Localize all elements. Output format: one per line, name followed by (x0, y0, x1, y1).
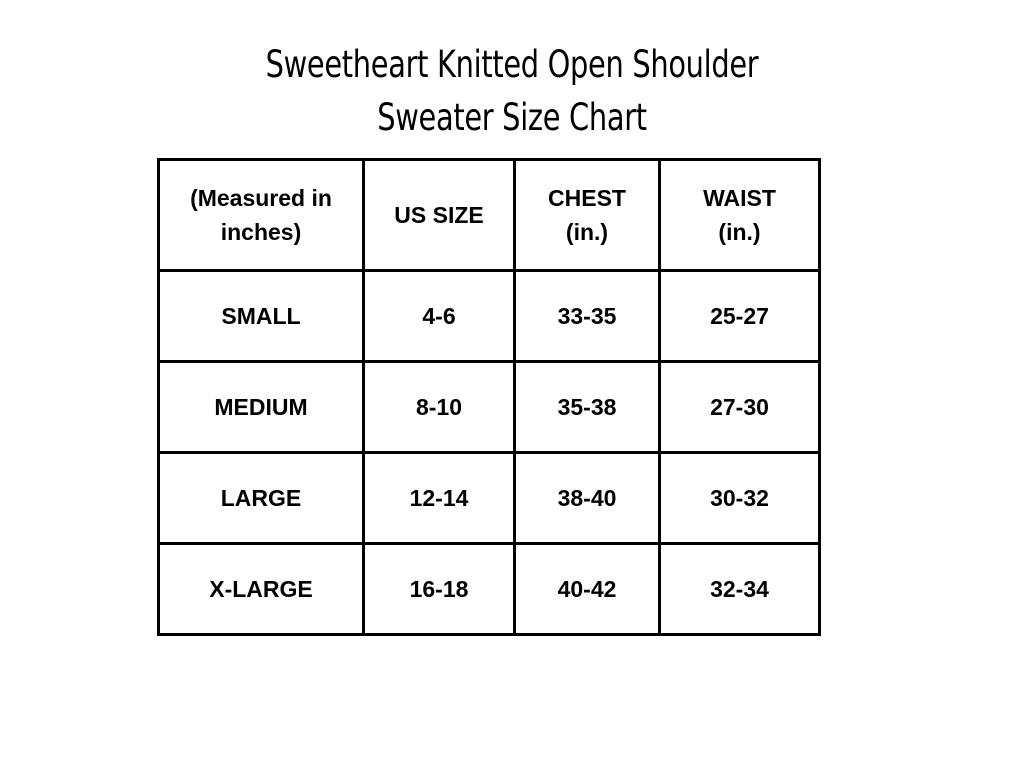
table-row (159, 544, 820, 635)
table-row (159, 453, 820, 544)
size-label-cell: SMALL (159, 271, 364, 362)
waist-cell: 25-27 (660, 271, 820, 362)
us-size-cell: 12-14 (364, 453, 515, 544)
us-size-cell: 4-6 (364, 271, 515, 362)
chest-cell: 40-42 (515, 544, 660, 635)
table-row (159, 362, 820, 453)
chest-cell: 35-38 (515, 362, 660, 453)
chart-title (113, 38, 912, 144)
header-cell-chest: CHEST (in.) (515, 160, 660, 271)
title-line-1: Sweetheart Knitted Open Shoulder (265, 43, 759, 86)
size-label-cell: X-LARGE (159, 544, 364, 635)
waist-cell: 32-34 (660, 544, 820, 635)
table-header-row (159, 160, 820, 271)
header-cell-us-size: US SIZE (364, 160, 515, 271)
us-size-cell: 16-18 (364, 544, 515, 635)
title-line-2: Sweater Size Chart (377, 96, 647, 139)
waist-cell: 27-30 (660, 362, 820, 453)
waist-cell: 30-32 (660, 453, 820, 544)
table-row (159, 271, 820, 362)
size-chart-table (157, 158, 821, 636)
header-cell-waist: WAIST (in.) (660, 160, 820, 271)
header-cell-measurement: (Measured in inches) (159, 160, 364, 271)
size-label-cell: LARGE (159, 453, 364, 544)
size-label-cell: MEDIUM (159, 362, 364, 453)
chest-cell: 38-40 (515, 453, 660, 544)
chest-cell: 33-35 (515, 271, 660, 362)
us-size-cell: 8-10 (364, 362, 515, 453)
